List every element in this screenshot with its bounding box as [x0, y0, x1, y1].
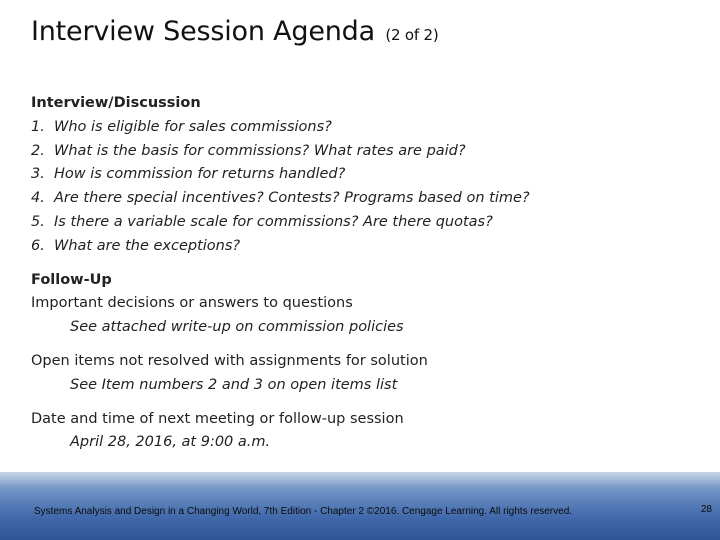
list-item-text: Who is eligible for sales commissions? — [54, 118, 332, 135]
open-items-label: Open items not resolved with assignments for solution — [31, 352, 428, 369]
list-item-number: 4. — [31, 190, 45, 207]
list-item — [31, 187, 691, 211]
list-item — [31, 235, 691, 259]
section-spacer — [31, 398, 691, 408]
list-item — [31, 140, 691, 164]
next-meeting-label: Date and time of next meeting or follow-up session — [31, 410, 404, 427]
slide-title-suffix: (2 of 2) — [385, 26, 439, 44]
page-number: 28 — [700, 504, 712, 515]
list-item — [31, 116, 691, 140]
next-meeting-detail: April 28, 2016, at 9:00 a.m. — [70, 434, 271, 451]
agenda-content — [31, 92, 691, 455]
section-spacer — [31, 259, 691, 269]
list-item-number: 3. — [31, 166, 45, 183]
decisions-detail: See attached write-up on commission policies — [70, 319, 404, 336]
list-item-number: 5. — [31, 213, 45, 230]
list-item-text: Is there a variable scale for commissions? Are there quotas? — [54, 213, 493, 230]
footer-sheen — [0, 472, 720, 486]
list-item-text: How is commission for returns handled? — [54, 166, 346, 183]
list-item-text: What are the exceptions? — [54, 237, 241, 254]
list-item — [31, 211, 691, 235]
list-item-text: Are there special incentives? Contests? Programs based on time? — [54, 190, 530, 207]
list-item-number: 6. — [31, 237, 45, 254]
list-item — [31, 163, 691, 187]
followup-heading: Follow-Up — [31, 271, 112, 288]
discussion-heading: Interview/Discussion — [31, 95, 201, 111]
section-spacer — [31, 340, 691, 350]
slide-title — [31, 16, 439, 47]
list-item-number: 1. — [31, 118, 45, 135]
list-item-text: What is the basis for commissions? What rates are paid? — [54, 142, 466, 159]
footer-copyright: Systems Analysis and Design in a Changing World, 7th Edition - Chapter 2 ©2016. Cengage Learning. All rights reserved. — [34, 506, 573, 517]
open-items-detail: See Item numbers 2 and 3 on open items list — [70, 376, 398, 393]
decisions-label: Important decisions or answers to questions — [31, 295, 353, 312]
list-item-number: 2. — [31, 142, 45, 159]
slide-title-text: Interview Session Agenda — [31, 16, 375, 47]
